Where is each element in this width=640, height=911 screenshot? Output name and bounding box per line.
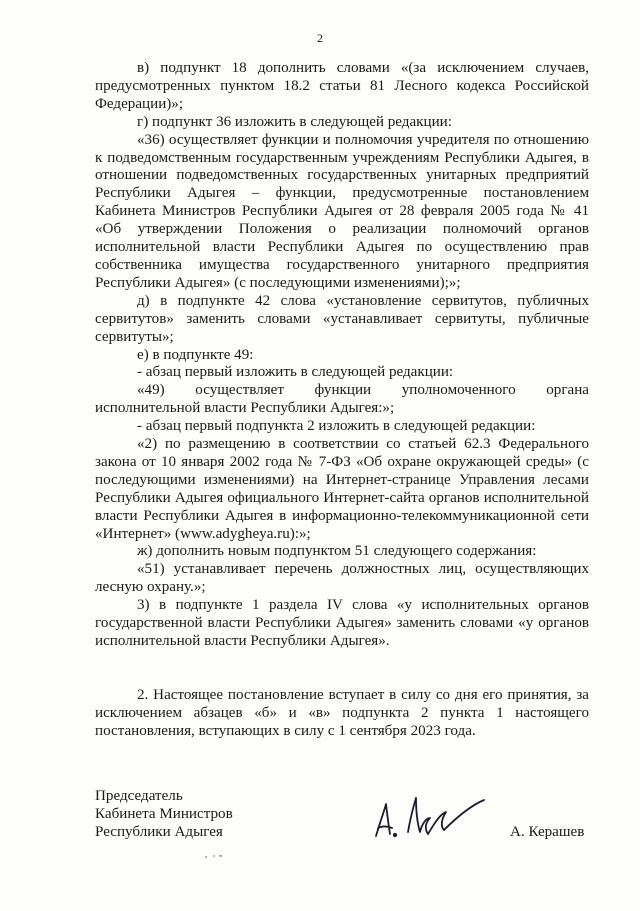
paragraph: е) в подпункте 49:	[137, 346, 254, 363]
signature-title-line: Председатель	[95, 788, 183, 804]
paragraph-gap	[95, 651, 589, 687]
page-number: 2	[317, 31, 323, 45]
signature-title-line: Кабинета Министров	[95, 805, 233, 822]
document-body	[95, 60, 589, 741]
handwritten-signature	[362, 788, 492, 846]
paragraph: 3) в подпункте 1 раздела IV слова «у исполнительных органов государственной власти Республики Адыгея» заменить словами «у органов исполнительной власти Республики Адыгея».	[95, 597, 589, 649]
paragraph: ж) дополнить новым подпунктом 51 следующего содержания:	[137, 543, 537, 560]
paragraph: в) подпункт 18 дополнить словами «(за исключением случаев, предусмотренных пунктом 18.2 статьи 81 Лесного кодекса Российской Федерации)»;	[95, 60, 589, 112]
paragraph: д) в подпункте 42 слова «установление сервитутов, публичных сервитутов» заменить словами «устанавливает сервитуты, публичные сервитуты»;	[95, 292, 589, 345]
paragraph: «2) по размещению в соответствии со статьей 62.3 Федерального закона от 10 января 2002 года № 7-ФЗ «Об охране окружающей среды» (с последующими изменениями) на Интернет-странице Управления лесами Республики Адыгея официального Интернет-сайта органов исполнительной власти Республики Адыгея в информационно-телекоммуникационной сети «Интернет» (www.adygheya.ru):»;	[95, 436, 589, 542]
final-paragraph: 2. Настоящее постановление вступает в силу со дня его принятия, за исключением абзацев «б» и «в» подпункта 2 пункта 1 настоящего постановления, вступающих в силу с 1 сентября 2023 года.	[95, 686, 589, 739]
scan-mark	[200, 852, 230, 860]
paragraph: - абзац первый изложить в следующей редакции:	[137, 364, 454, 381]
paragraph: «51) устанавливает перечень должностных лиц, осуществляющих лесную охрану.»;	[95, 561, 589, 596]
paragraph: г) подпункт 36 изложить в следующей редакции:	[137, 113, 452, 130]
signature-title	[95, 788, 233, 842]
signer-name: А. Керашев	[510, 824, 585, 840]
signature-title-line: Республики Адыгея	[95, 823, 223, 840]
paragraph: - абзац первый подпункта 2 изложить в следующей редакции:	[137, 418, 536, 435]
paragraph: «49) осуществляет функции уполномоченного органа исполнительной власти Республики Адыгея:»;	[95, 382, 589, 417]
paragraph: «36) осуществляет функции и полномочия учредителя по отношению к подведомственным государственным учреждениям Республики Адыгея, в отношении подведомственных государственных унитарных предприятий Республики Адыгея – функции, предусмотренные постановлением Кабинета Министров Республики Адыгея от 28 февраля 2005 года № 41 «Об утверждении Положения о реализации полномочий органов исполнительной власти Республики Адыгея по осуществлению прав собственника имущества государственного унитарного предприятия Республики Адыгея» (с последующими изменениями);»;	[95, 131, 589, 291]
